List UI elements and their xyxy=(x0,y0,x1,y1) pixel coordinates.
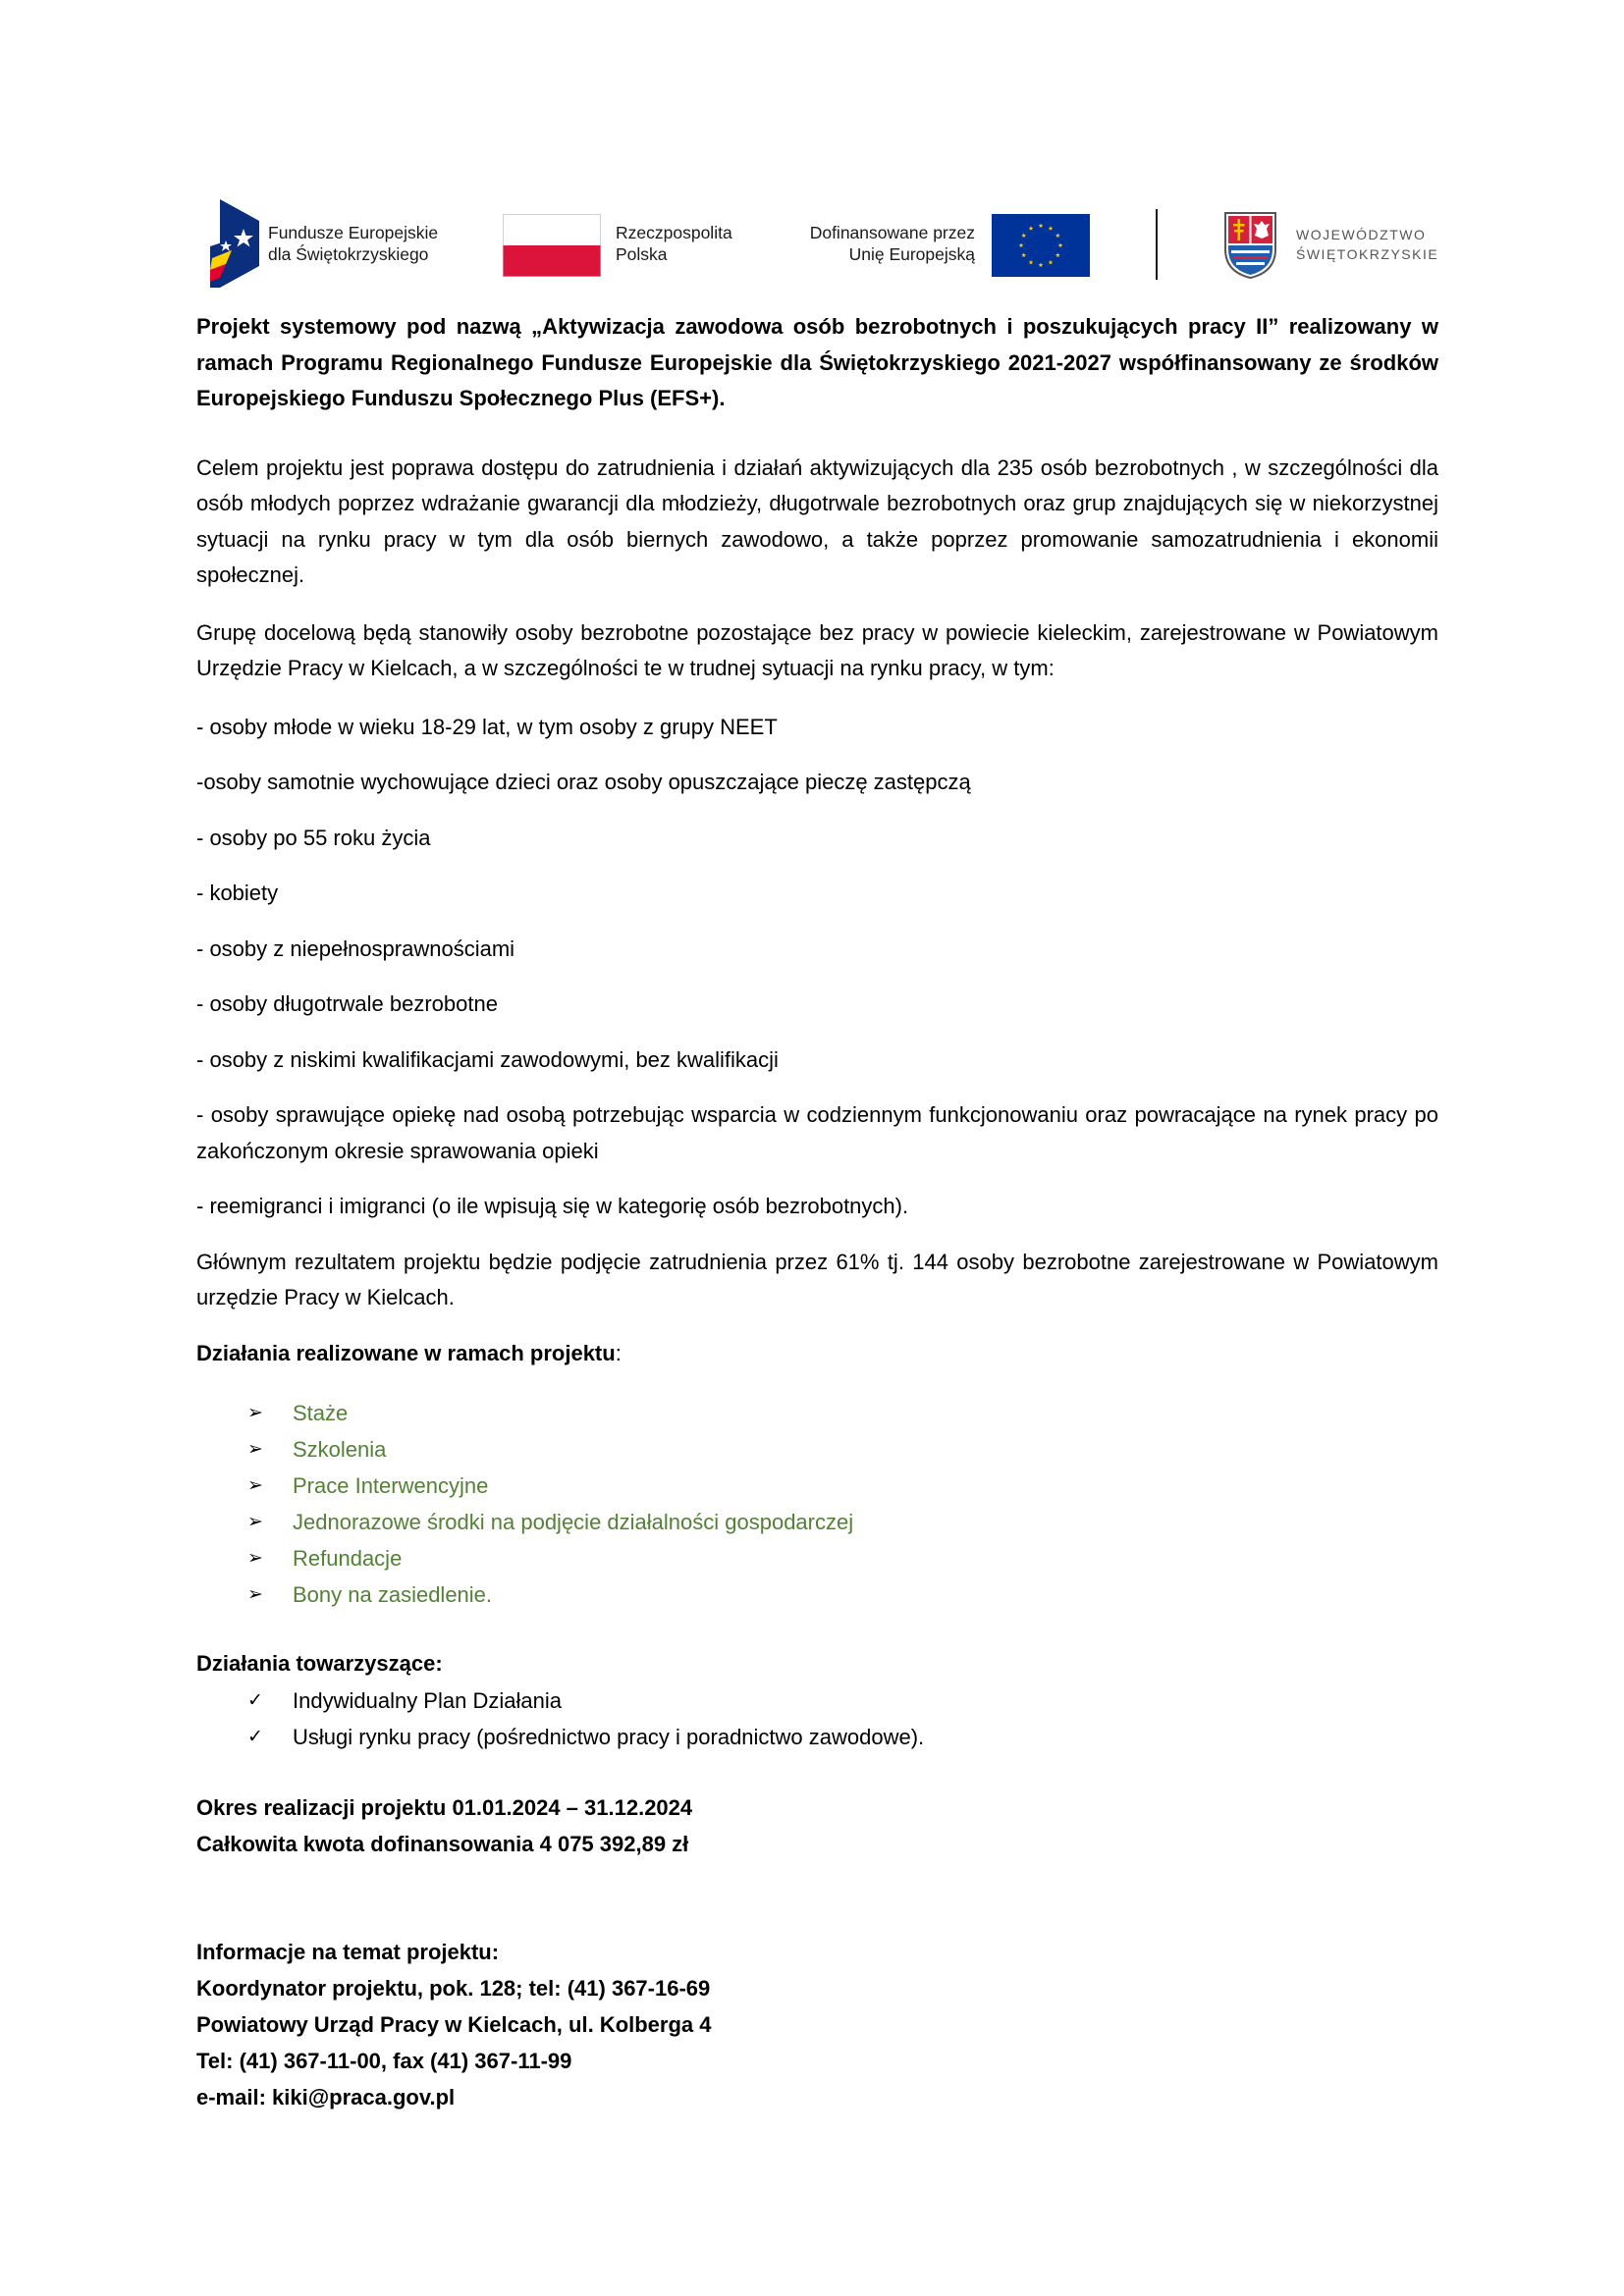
project-period: Okres realizacji projektu 01.01.2024 – 31.12.2024 xyxy=(196,1794,693,1820)
actions-heading xyxy=(196,1336,1438,1372)
document-body xyxy=(196,309,1438,2135)
polish-flag-icon xyxy=(503,214,601,277)
contact-phone-fax: Tel: (41) 367-11-00, fax (41) 367-11-99 xyxy=(196,2048,572,2073)
check-icon: ✓ xyxy=(247,1725,263,1747)
logo-divider xyxy=(1156,209,1158,280)
action-item xyxy=(196,1576,1438,1613)
eu-logo-line2: Unię Europejską xyxy=(848,244,975,264)
fe-logo-line1: Fundusze Europejskie xyxy=(268,223,439,242)
action-item-text: Prace Interwencyjne xyxy=(293,1473,489,1498)
poland-logo-line1: Rzeczpospolita xyxy=(616,223,732,242)
target-group-paragraph: Grupę docelową będą stanowiły osoby bezrobotne pozostające bez pracy w powiecie kieleckim, zarejestrowane w Powiatowym Urzędzie Pracy w Kielcach, a w szczególności te w trudnej sytuacji na rynku pracy, w tym: xyxy=(196,619,1438,680)
fundusze-europejskie-logo-text xyxy=(268,222,438,265)
check-icon: ✓ xyxy=(247,1688,263,1711)
target-group-item: -osoby samotnie wychowujące dzieci oraz osoby opuszczające pieczę zastępczą xyxy=(196,770,971,794)
arrow-bullet-icon: ➢ xyxy=(247,1583,263,1605)
action-item-text: Refundacje xyxy=(293,1546,403,1571)
arrow-bullet-icon: ➢ xyxy=(247,1438,263,1460)
action-item-text: Bony na zasiedlenie. xyxy=(293,1582,493,1607)
action-item-text: Jednorazowe środki na podjęcie działalności gospodarczej xyxy=(293,1510,854,1534)
contact-heading: Informacje na temat projektu: xyxy=(196,1939,500,1964)
voivodeship-logo-line1: WOJEWÓDZTWO xyxy=(1296,227,1427,242)
arrow-bullet-icon: ➢ xyxy=(247,1402,263,1423)
actions-heading-text: Działania realizowane w ramach projektu xyxy=(196,1340,616,1365)
poland-logo-text xyxy=(616,222,732,265)
project-summary xyxy=(196,1789,1438,1862)
eu-logo-line1: Dofinansowane przez xyxy=(809,223,975,242)
action-item-text: Szkolenia xyxy=(293,1437,387,1462)
target-group-item: - reemigranci i imigranci (o ile wpisują się w kategorię osób bezrobotnych). xyxy=(196,1194,909,1218)
supporting-action-item xyxy=(196,1682,1438,1719)
project-funding: Całkowita kwota dofinansowania 4 075 392,89 zł xyxy=(196,1831,689,1856)
actions-heading-colon: : xyxy=(615,1340,622,1365)
result-paragraph: Głównym rezultatem projektu będzie podjęcie zatrudnienia przez 61% tj. 144 osoby bezrobotne zarejestrowane w Powiatowym urzędzie Pracy w Kielcach. xyxy=(196,1249,1438,1309)
poland-logo-line2: Polska xyxy=(616,244,668,264)
actions-list xyxy=(196,1395,1438,1613)
action-item xyxy=(196,1431,1438,1468)
supporting-action-text: Usługi rynku pracy (pośrednictwo pracy i poradnictwo zawodowe). xyxy=(293,1724,925,1749)
arrow-bullet-icon: ➢ xyxy=(247,1547,263,1569)
action-item-text: Staże xyxy=(293,1401,349,1425)
project-title-paragraph: Projekt systemowy pod nazwą „Aktywizacja zawodowa osób bezrobotnych i poszukujących pracy II” realizowany w ramach Programu Regionalnego Fundusze Europejskie dla Świętokrzyskiego 2021-2027 współfinansowany ze środków Europejskiego Funduszu Społecznego Plus (EFS+). xyxy=(196,314,1438,410)
contact-coordinator: Koordynator projektu, pok. 128; tel: (41) 367-16-69 xyxy=(196,1975,711,2001)
action-item xyxy=(196,1504,1438,1540)
contact-email: e-mail: kiki@praca.gov.pl xyxy=(196,2084,456,2109)
target-group-item: - osoby z niskimi kwalifikacjami zawodowymi, bez kwalifikacji xyxy=(196,1046,779,1072)
fe-logo-line2: dla Świętokrzyskiego xyxy=(268,244,429,264)
action-item xyxy=(196,1468,1438,1504)
target-group-item: - osoby sprawujące opiekę nad osobą potrzebując wsparcia w codziennym funkcjonowaniu oraz powracające na rynek pracy po zakończonym okresie sprawowania opieki xyxy=(196,1102,1438,1163)
voivodeship-logo-text xyxy=(1296,225,1438,264)
arrow-bullet-icon: ➢ xyxy=(247,1474,263,1496)
supporting-action-item xyxy=(196,1719,1438,1755)
eu-cofinancing-text xyxy=(746,222,975,265)
target-group-item: - osoby młode w wieku 18-29 lat, w tym osoby z grupy NEET xyxy=(196,714,778,739)
supporting-actions-list xyxy=(196,1682,1438,1755)
coat-of-arms-icon xyxy=(1222,210,1278,280)
target-group-item: - osoby długotrwale bezrobotne xyxy=(196,991,498,1016)
arrow-bullet-icon: ➢ xyxy=(247,1511,263,1532)
contact-address: Powiatowy Urząd Pracy w Kielcach, ul. Kolberga 4 xyxy=(196,2011,712,2037)
target-group-item: - osoby po 55 roku życia xyxy=(196,825,431,850)
action-item xyxy=(196,1395,1438,1431)
target-group-item: - kobiety xyxy=(196,881,279,905)
voivodeship-logo-line2: ŚWIĘTOKRZYSKIE xyxy=(1296,246,1439,262)
action-item xyxy=(196,1540,1438,1576)
contact-info xyxy=(196,1934,1438,2115)
eu-flag-icon xyxy=(992,214,1090,277)
project-goal-paragraph: Celem projektu jest poprawa dostępu do zatrudnienia i działań aktywizujących dla 235 osób bezrobotnych , w szczególności dla osób młodych poprzez wdrażanie gwarancji dla młodzieży, długotrwale bezrobotnych oraz grup znajdujących się w niekorzystnej sytuacji na rynku pracy w tym dla osób biernych zawodowo, a także poprzez promowanie samozatrudnienia i ekonomii społecznej. xyxy=(196,454,1438,587)
supporting-actions-heading: Działania towarzyszące: xyxy=(196,1651,443,1676)
supporting-action-text: Indywidualny Plan Działania xyxy=(293,1687,562,1713)
fundusze-europejskie-logo-icon xyxy=(210,199,259,288)
target-group-item: - osoby z niepełnosprawnościami xyxy=(196,935,515,961)
